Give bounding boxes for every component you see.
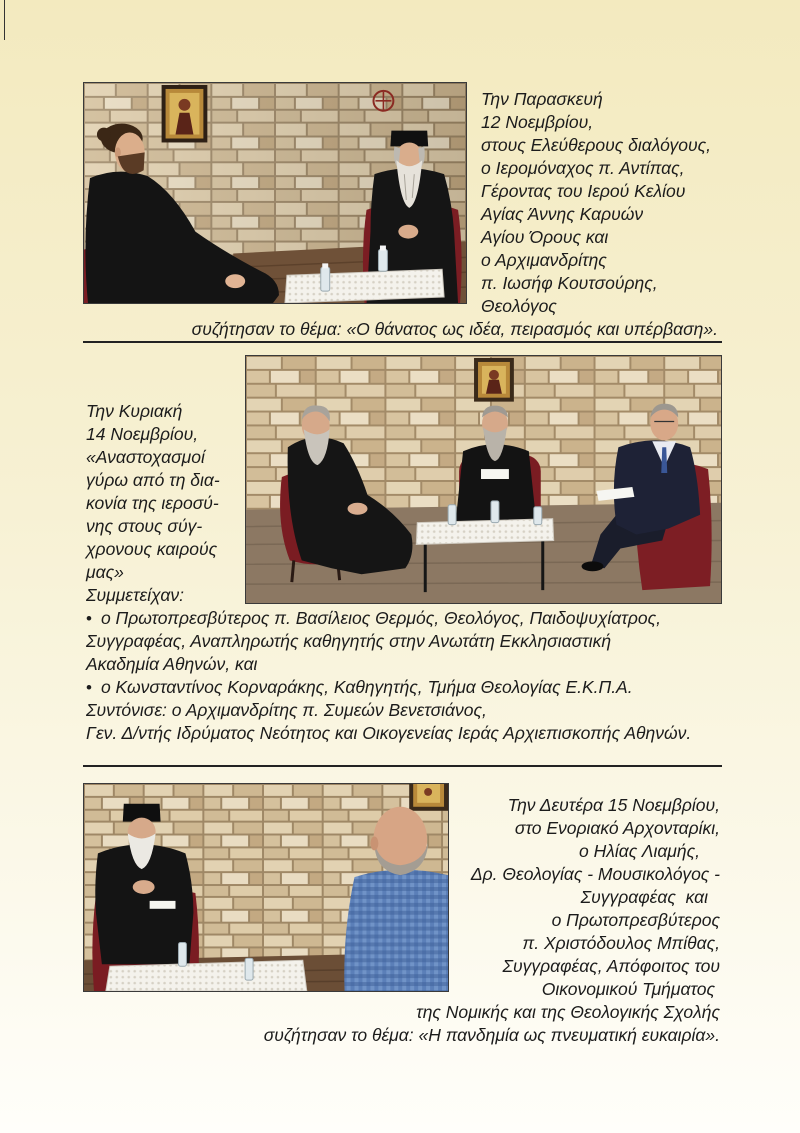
participant-item bbox=[86, 607, 691, 630]
event-1-line: Αγίας Άννης Καρυών bbox=[481, 204, 644, 224]
event-3-topic: συζήτησαν το θέμα: «Η πανδημία ως πνευματική ευκαιρία». bbox=[263, 1025, 720, 1045]
event-3-line: Την Δευτέρα 15 Νοεμβρίου, bbox=[507, 795, 720, 815]
event-3-line: Συγγραφέας, Απόφοιτος του bbox=[502, 956, 720, 976]
water-bottle bbox=[245, 958, 253, 980]
event-2-description bbox=[86, 400, 691, 745]
event-3-line: ο Πρωτοπρεσβύτερος bbox=[551, 910, 720, 930]
event-1-line: π. Ιωσήφ Κουτσούρης, bbox=[481, 273, 658, 293]
event-3-description bbox=[264, 794, 720, 1047]
event-3-line: Συγγραφέας και bbox=[580, 887, 708, 907]
event-3-line: της Νομικής και της Θεολογικής Σχολής bbox=[416, 1002, 720, 1022]
event-2-heading-line: νης στους σύγ- bbox=[86, 516, 203, 536]
water-bottle bbox=[378, 246, 387, 272]
event-1-line: Γέροντας του Ιερού Κελίου bbox=[481, 181, 686, 201]
divider-rule bbox=[83, 765, 722, 767]
event-2-heading-line: κονία της ιεροσύ- bbox=[86, 493, 219, 513]
bullet-icon: • bbox=[86, 678, 92, 697]
divider-rule bbox=[83, 341, 722, 343]
crop-mark bbox=[4, 0, 5, 40]
event-1-line: 12 Νοεμβρίου, bbox=[481, 112, 594, 132]
event-1-line: ο Αρχιμανδρίτης bbox=[481, 250, 607, 270]
photo-dialogue-1 bbox=[83, 82, 467, 304]
event-3-line: Δρ. Θεολογίας - Μουσικολόγος - bbox=[470, 864, 720, 884]
participant-text: ο Πρωτοπρεσβύτερος π. Βασίλειος Θερμός, Θεολόγος, Παιδοψυχίατρος, bbox=[100, 608, 661, 628]
event-1-description bbox=[481, 88, 711, 318]
wall-icon-frame bbox=[162, 85, 208, 142]
wall-icon-frame bbox=[474, 358, 514, 402]
water-bottle bbox=[178, 942, 186, 966]
event-1-line: Την Παρασκευή bbox=[481, 89, 603, 109]
coffee-table bbox=[285, 269, 444, 303]
event-2-heading-line: Την Κυριακή bbox=[86, 401, 183, 421]
event-1-line: Θεολόγος bbox=[481, 296, 557, 316]
participant-item bbox=[86, 676, 691, 699]
event-3-line: στο Ενοριακό Αρχονταρίκι, bbox=[514, 818, 720, 838]
event-2-heading-line: χρονους καιρούς bbox=[86, 539, 218, 559]
moderator-line: Γεν. Δ/ντής Ιδρύματος Νεότητος και Οικογενείας Ιεράς Αρχιεπισκοπής Αθηνών. bbox=[86, 723, 692, 743]
event-3-line: Οικονομικού Τμήματος bbox=[541, 979, 715, 999]
event-3-line: π. Χριστόδουλος Μπίθας, bbox=[522, 933, 720, 953]
event-2-heading-line: «Αναστοχασμοί bbox=[86, 447, 205, 467]
event-1-line: Αγίου Όρους και bbox=[481, 227, 609, 247]
moderator-line: Συντόνισε: ο Αρχιμανδρίτης π. Συμεών Βενετσιάνος, bbox=[86, 700, 487, 720]
event-1-line: ο Ιερομόναχος π. Αντίπας, bbox=[481, 158, 685, 178]
photo-1-illustration bbox=[84, 83, 466, 303]
event-1-topic: συζήτησαν το θέμα: «Ο θάνατος ως ιδέα, πειρασμός και υπέρβαση». bbox=[191, 319, 718, 339]
event-3-line: ο Ηλίας Λιαμής, bbox=[579, 841, 700, 861]
participants-label: Συμμετείχαν: bbox=[86, 585, 184, 605]
participant-text: Συγγραφέας, Αναπληρωτής καθηγητής στην Ανωτάτη Εκκλησιαστική bbox=[86, 631, 612, 651]
participant-text: Ακαδημία Αθηνών, και bbox=[86, 654, 258, 674]
event-2-heading-line: γύρω από τη δια- bbox=[86, 470, 220, 490]
water-bottle bbox=[321, 263, 330, 291]
event-2-heading-line: 14 Νοεμβρίου, bbox=[86, 424, 199, 444]
participant-text: ο Κωνσταντίνος Κορναράκης, Καθηγητής, Τμήμα Θεολογίας Ε.Κ.Π.Α. bbox=[100, 677, 633, 697]
bullet-icon: • bbox=[86, 609, 92, 628]
event-2-heading-line: μας» bbox=[86, 562, 124, 582]
event-1-line: στους Ελεύθερους διαλόγους, bbox=[481, 135, 711, 155]
wall-emblem bbox=[373, 91, 393, 111]
